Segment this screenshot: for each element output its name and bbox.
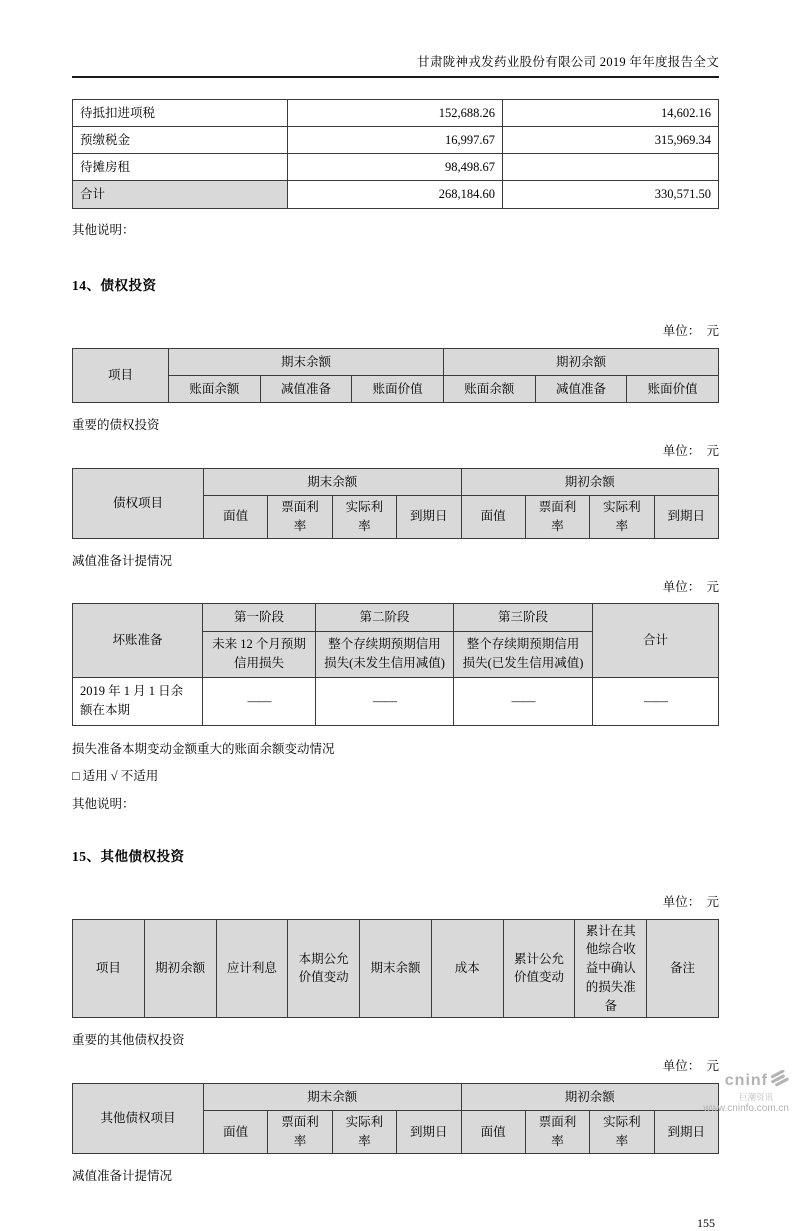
col-item-header: 债权项目 (73, 469, 204, 539)
other-note-label: 其他说明： (72, 796, 135, 811)
col-header: 累计公允价值变动 (503, 919, 575, 1018)
opening-group-header: 期初余额 (461, 1084, 719, 1111)
debt-investment-detail-table (72, 468, 719, 539)
unit-label: 单位： 元 (662, 579, 719, 594)
table-header-row (73, 469, 719, 496)
col-header: 备注 (647, 919, 719, 1018)
table-row (73, 127, 719, 154)
table-subheader-row (73, 376, 719, 403)
closing-group-header: 期末余额 (204, 1084, 462, 1111)
table-row-total (73, 181, 719, 209)
other-debt-detail-table (72, 1083, 719, 1154)
subcol-header: 实际利率 (332, 496, 396, 539)
value-cell: —— (203, 677, 316, 725)
subcol-header: 票面利率 (268, 1111, 332, 1154)
opening-group-header: 期初余额 (443, 349, 718, 376)
subcol-header: 实际利率 (590, 1111, 654, 1154)
opening-group-header: 期初余额 (461, 469, 719, 496)
subcol-header: 面值 (461, 1111, 525, 1154)
other-debt-summary-table (72, 919, 719, 1019)
subcol-header: 减值准备 (535, 376, 627, 403)
value-cell: —— (454, 677, 593, 725)
stage2-desc-header: 整个存续期预期信用损失(未发生信用减值) (316, 631, 454, 677)
col-header: 期末余额 (360, 919, 432, 1018)
subcol-header: 面值 (204, 1111, 268, 1154)
col-header: 期初余额 (144, 919, 216, 1018)
opening-balance-cell: 330,571.50 (503, 181, 719, 209)
value-cell: —— (316, 677, 454, 725)
total-label-cell: 合计 (73, 181, 288, 209)
opening-balance-cell: 315,969.34 (503, 127, 719, 154)
col-header: 应计利息 (216, 919, 288, 1018)
section-15-title: 15、其他债权投资 (72, 848, 185, 864)
table-row (73, 154, 719, 181)
total-header: 合计 (593, 603, 719, 677)
subcol-header: 减值准备 (260, 376, 352, 403)
col-header: 本期公允价值变动 (288, 919, 360, 1018)
col-item-header: 其他债权项目 (73, 1084, 204, 1154)
subcol-header: 账面价值 (352, 376, 444, 403)
col-item-header: 项目 (73, 349, 169, 403)
subcol-header: 票面利率 (525, 496, 589, 539)
unit-label: 单位： 元 (662, 894, 719, 909)
subcol-header: 账面余额 (169, 376, 261, 403)
applicable-checkbox-line: □ 适用 √ 不适用 (72, 768, 159, 783)
col-item-header: 坏账准备 (73, 603, 203, 677)
table-header-row (73, 603, 719, 631)
item-cell: 预缴税金 (73, 127, 288, 154)
cninfo-swirl-icon (770, 1070, 789, 1092)
unit-label: 单位： 元 (662, 1059, 719, 1074)
closing-balance-cell: 98,498.67 (288, 154, 503, 181)
opening-balance-cell (503, 154, 719, 181)
subcol-header: 面值 (461, 496, 525, 539)
page-number: 155 (697, 1215, 715, 1230)
prepaid-items-table (72, 99, 719, 209)
closing-balance-cell: 268,184.60 (288, 181, 503, 209)
report-header-title: 甘肃陇神戎发药业股份有限公司 2019 年年度报告全文 (72, 52, 719, 78)
subcol-header: 实际利率 (590, 496, 654, 539)
important-debt-label: 重要的债权投资 (72, 418, 160, 432)
closing-balance-cell: 16,997.67 (288, 127, 503, 154)
debt-investment-summary-table (72, 348, 719, 403)
item-cell: 待摊房租 (73, 154, 288, 181)
row-label-cell: 2019 年 1 月 1 日余额在本期 (73, 677, 203, 725)
table-row (73, 677, 719, 725)
item-cell: 待抵扣进项税 (73, 100, 288, 127)
opening-balance-cell: 14,602.16 (503, 100, 719, 127)
cninfo-brand-cn: 巨潮资讯 (738, 1091, 773, 1102)
subcol-header: 面值 (204, 496, 268, 539)
cninfo-brand-text: cninf (724, 1072, 768, 1090)
impairment-provision-label: 减值准备计提情况 (72, 553, 173, 568)
col-header: 项目 (73, 919, 145, 1018)
stage3-header: 第三阶段 (454, 603, 593, 631)
subcol-header: 实际利率 (332, 1111, 396, 1154)
subcol-header: 票面利率 (525, 1111, 589, 1154)
table-header-row (73, 919, 719, 1018)
subcol-header: 到期日 (654, 496, 718, 539)
subcol-header: 到期日 (397, 1111, 461, 1154)
section-14-title: 14、债权投资 (72, 278, 157, 293)
subcol-header: 账面价值 (627, 376, 719, 403)
other-note-label: 其他说明： (72, 223, 135, 237)
stage3-desc-header: 整个存续期预期信用损失(已发生信用减值) (454, 631, 593, 677)
value-cell: —— (593, 677, 719, 725)
cninfo-url: www.cninfo.com.cn (703, 1102, 789, 1114)
subcol-header: 账面余额 (443, 376, 535, 403)
closing-group-header: 期末余额 (204, 469, 462, 496)
col-header: 成本 (431, 919, 503, 1018)
table-header-row (73, 1084, 719, 1111)
closing-group-header: 期末余额 (169, 349, 444, 376)
table-header-row (73, 349, 719, 376)
page-content (72, 0, 719, 1231)
cninfo-watermark (703, 1070, 789, 1114)
table-row (73, 100, 719, 127)
closing-balance-cell: 152,688.26 (288, 100, 503, 127)
col-header: 累计在其他综合收益中确认的损失准备 (575, 919, 647, 1018)
loss-change-label: 损失准备本期变动金额重大的账面余额变动情况 (72, 741, 335, 756)
stage2-header: 第二阶段 (316, 603, 454, 631)
important-other-debt-label: 重要的其他债权投资 (72, 1033, 185, 1048)
subcol-header: 到期日 (397, 496, 461, 539)
impairment-provision-label: 减值准备计提情况 (72, 1168, 173, 1183)
stage1-desc-header: 未来 12 个月预期信用损失 (203, 631, 316, 677)
stage1-header: 第一阶段 (203, 603, 316, 631)
bad-debt-stages-table (72, 603, 719, 726)
subcol-header: 到期日 (654, 1111, 718, 1154)
unit-label: 单位： 元 (662, 444, 719, 458)
subcol-header: 票面利率 (268, 496, 332, 539)
unit-label: 单位： 元 (662, 324, 719, 338)
